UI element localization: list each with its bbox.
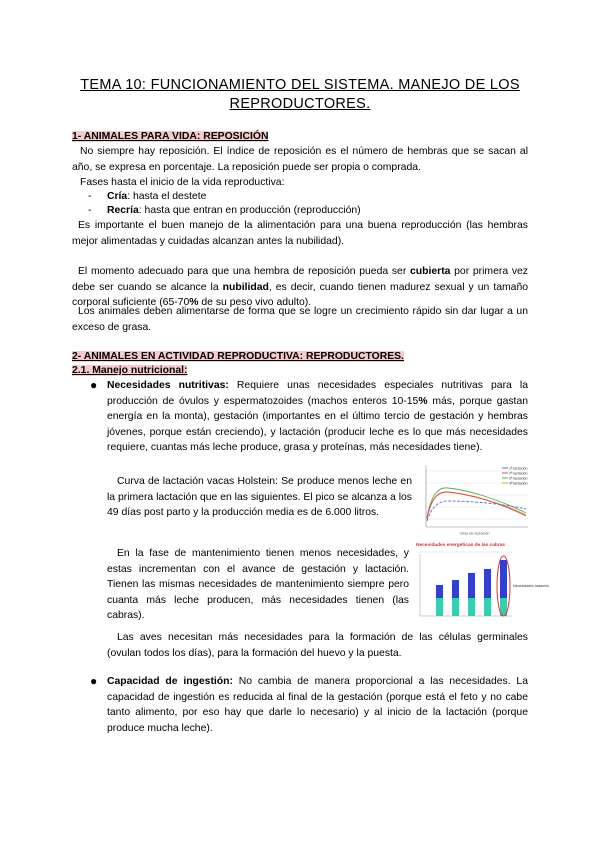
phase-recria: Recría: hasta que entran en producción (reproducción) (107, 205, 361, 216)
bar-1-maintenance (436, 598, 443, 616)
s1-paragraph-2: Es importante el buen manejo de la alimentación para una buena reproducción (las hembras mejor alimentadas y cuidadas alcanzan antes la nubilidad). (72, 220, 528, 247)
goats-annotation: Necesidades lactación (513, 584, 549, 588)
section-1-heading: 1- ANIMALES PARA VIDA: REPOSICIÓN (72, 131, 269, 142)
subsection-2-1-heading: 2.1. Manejo nutricional: (72, 365, 188, 376)
bullet-1-icon: ● (90, 378, 98, 392)
maintenance-paragraph: En la fase de mantenimiento tienen menos necesidades, y estas incrementan con el avance de gestación y lactación. Tienen las mismas necesidades de mantenimiento siempre pero cuanta más leche producen, más necesidades tienen (las cabras). (107, 548, 409, 622)
goats-energy-chart (414, 540, 549, 622)
holstein-paragraph: Curva de lactación vacas Holstein: Se produce menos leche en la primera lactación que en las siguientes. El pico se alcanza a los 49 días post parto y la producción media es de 6.000 litros. (107, 476, 412, 519)
dash-2: - (88, 205, 92, 216)
phase-cria: Cría: hasta el destete (107, 191, 207, 202)
s1-paragraph-1: No siempre hay reposición. El índice de reposición es el número de hembras que se sacan al año, se expresa en porcentaje. La reposición puede ser propia o comprada. (72, 146, 528, 173)
legend-label-3: 3ª lactación (509, 476, 528, 481)
s1-paragraph-4: Los animales deben alimentarse de forma que se logre un crecimiento rápido sin dar lugar a un exceso de grasa. (72, 306, 528, 333)
aves-paragraph: Las aves necesitan más necesidades para la formación de las células germinales (ovulan todos los días), para la formación del huevo y la puesta. (107, 632, 528, 659)
bar-2-production (452, 580, 459, 598)
dash-1: - (88, 191, 92, 202)
chart-x-label: Días de lactación (460, 531, 490, 536)
section-2-heading: 2- ANIMALES EN ACTIVIDAD REPRODUCTIVA: REPRODUCTORES. (72, 351, 404, 362)
bar-4-production (484, 569, 491, 598)
bar-4-maintenance (484, 598, 491, 616)
bar-2-maintenance (452, 598, 459, 616)
bar-3-maintenance (468, 598, 475, 616)
bullet-2-icon: ● (90, 674, 98, 688)
legend-label-4: 4ª lactación (509, 481, 528, 486)
document-title: TEMA 10: FUNCIONAMIENTO DEL SISTEMA. MANEJO DE LOS REPRODUCTORES. (80, 77, 520, 112)
s1-paragraph-3: El momento adecuado para que una hembra de reposición pueda ser cubierta por primera vez debe ser cuando se alcance la nubilidad, es decir, cuando tienen madurez sexual y un tamaño corporal suficiente (65-70% de su peso vivo adulto). (72, 266, 529, 309)
bullet-1-text: Necesidades nutritivas: Requiere unas necesidades especiales nutritivas para la producción de óvulos y espermatozoides (machos enteros 10-15% más, porque gastan energía en la monta), gestación (importantes en el último tercio de gestación y hembras jóvenes, porque están creciendo), y lactación (producir leche es lo que más necesidades requiere, cuantas más leche produce, grasa y proteínas, más necesidades tiene). (107, 380, 529, 454)
legend-label-2: 2ª lactación (509, 471, 528, 476)
s1-phases-intro: Fases hasta el inicio de la vida reproductiva: (80, 177, 285, 188)
bar-1-production (436, 585, 443, 598)
bullet-2-text: Capacidad de ingestión: No cambia de manera proporcional a las necesidades. La capacidad de ingestión es reducida al final de la gestación (porque está el feto y no cabe tanto alimento, por eso hay que darle lo necesario) y al inicio de la lactación (porque produce mucha leche). (107, 676, 528, 734)
goats-chart-title: Necesidades energéticas de las cabras (416, 543, 506, 548)
bar-5-production (500, 560, 507, 598)
lactation-curve-chart (418, 461, 532, 537)
legend-label-1: 1ª lactación (509, 466, 528, 471)
bar-3-production (468, 573, 475, 598)
